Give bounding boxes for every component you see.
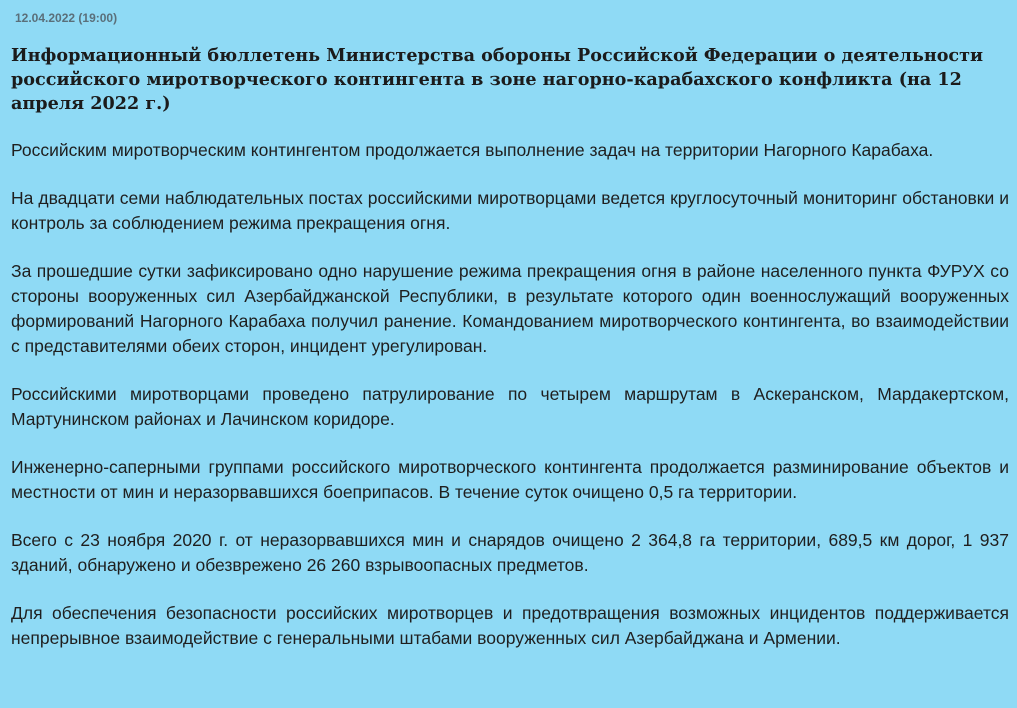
article-paragraph: Инженерно-саперными группами российского миротворческого контингента продолжается разминирование объектов и местности от мин и неразорвавшихся боеприпасов. В течение суток очищено 0,5 га территории. xyxy=(11,457,1009,502)
article-paragraph: Российскими миротворцами проведено патрулирование по четырем маршрутам в Аскеранском, Мардакертском, Мартунинском районах и Лачинском коридоре. xyxy=(11,384,1009,429)
article-paragraph: На двадцати семи наблюдательных постах российскими миротворцами ведется круглосуточный мониторинг обстановки и контроль за соблюдением режима прекращения огня. xyxy=(11,188,1009,233)
article-title: Информационный бюллетень Министерства обороны Российской Федерации о деятельности российского миротворческого контингента в зоне нагорно-карабахского конфликта (на 12 апреля 2022 г.) xyxy=(11,45,984,114)
article-paragraph: Всего с 23 ноября 2020 г. от неразорвавшихся мин и снарядов очищено 2 364,8 га территории, 689,5 км дорог, 1 937 зданий, обнаружено и обезврежено 26 260 взрывоопасных предметов. xyxy=(11,530,1009,575)
article-paragraph: Для обеспечения безопасности российских миротворцев и предотвращения возможных инцидентов поддерживается непрерывное взаимодействие с генеральными штабами вооруженных сил Азербайджана и Армении. xyxy=(11,603,1009,648)
publication-date: 12.04.2022 (19:00) xyxy=(15,11,118,25)
article-paragraph: За прошедшие сутки зафиксировано одно нарушение режима прекращения огня в районе населенного пункта ФУРУХ со стороны вооруженных сил Азербайджанской Республики, в результате которого один военнослужащий вооруженных формирований Нагорного Карабаха получил ранение. Командованием миротворческого контингента, во взаимодействии с представителями обеих сторон, инцидент урегулирован. xyxy=(11,261,1009,356)
article-paragraph: Российским миротворческим контингентом продолжается выполнение задач на территории Нагорного Карабаха. xyxy=(11,140,934,160)
